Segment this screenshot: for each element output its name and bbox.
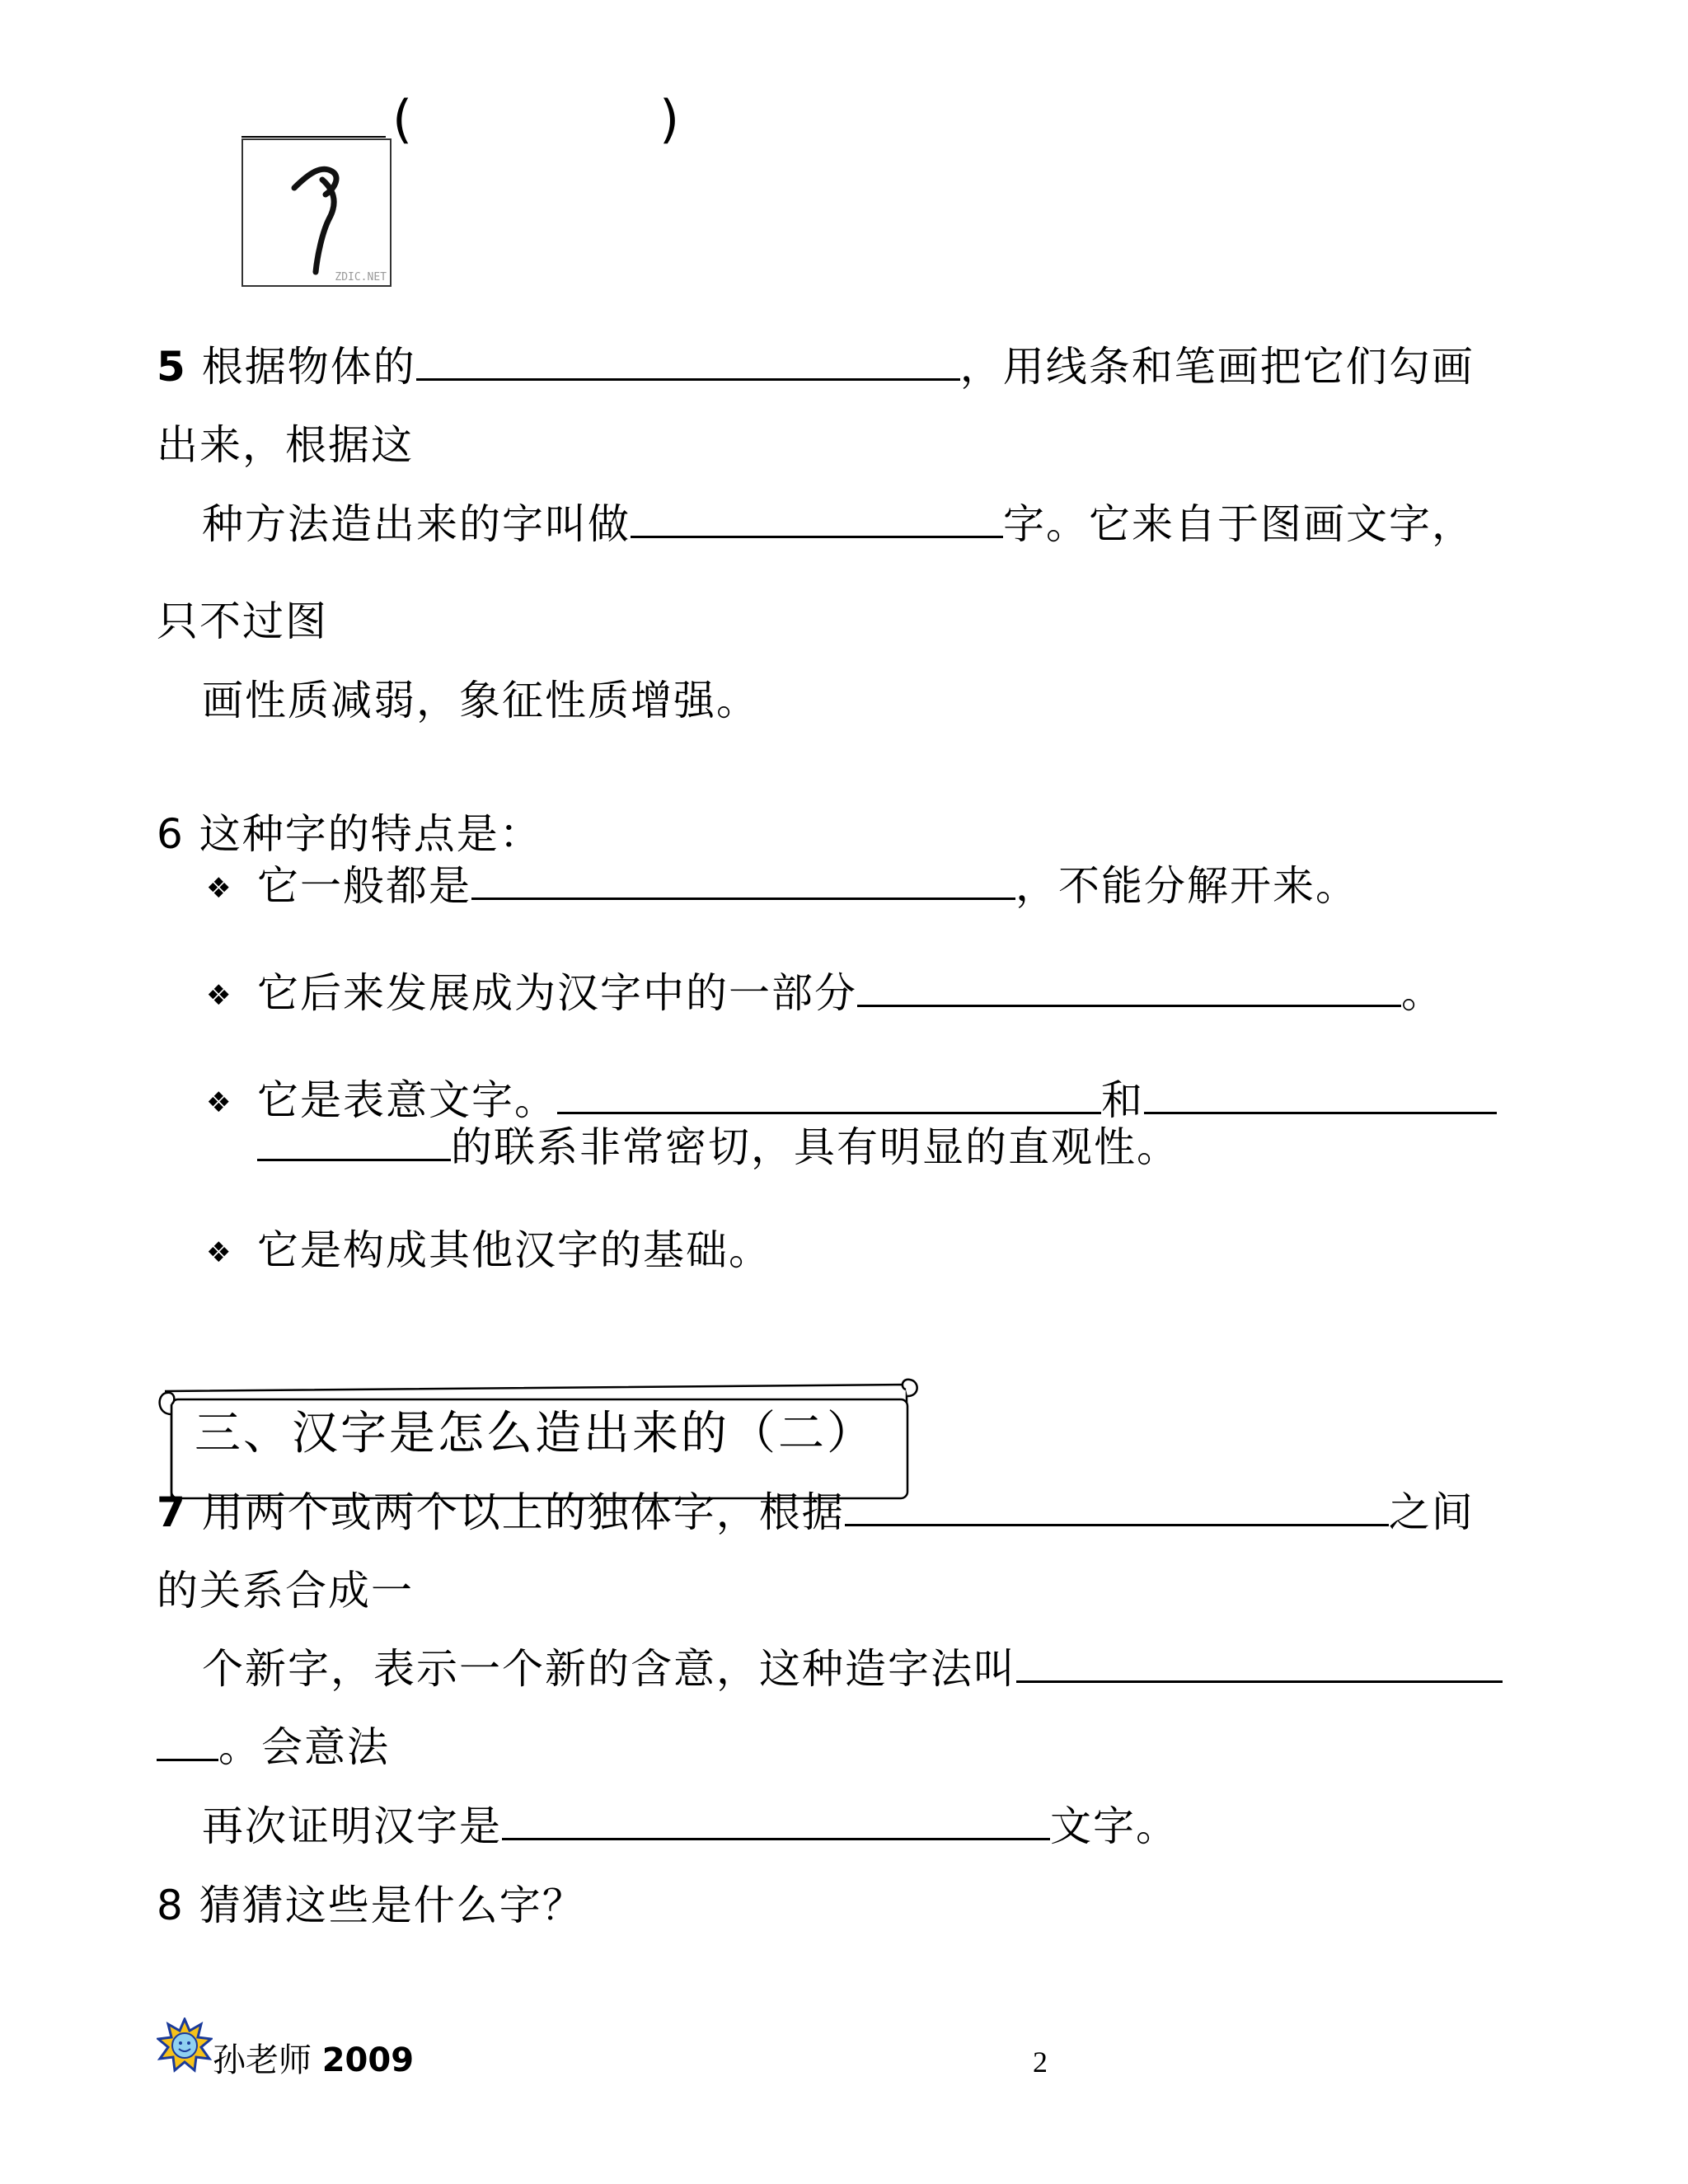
footer-author [213,2040,414,2081]
q6-bullet-3-cont [257,1122,1179,1172]
q7-blank-3[interactable] [157,1722,218,1761]
q5-line4: 只不过图 [157,598,328,645]
footer-teacher: 孙老师 [213,2041,312,2079]
q6-b1-text-a: 它一般都是 [257,862,471,910]
q8-line: 8 猜猜这些是什么字？ [157,1882,585,1929]
diamond-bullet-icon: ❖ [206,1236,232,1269]
q7-line1 [157,1488,1475,1537]
q7-text-5b: 文字。 [1050,1802,1179,1850]
q6-blank-2[interactable] [857,968,1401,1007]
q6-heading: 6 这种字的特点是： [157,810,542,858]
q7-line2: 的关系合成一 [157,1567,414,1615]
q5-line1 [157,342,1475,391]
q6-bullet-2 [257,968,1444,1018]
page-number: 2 [1033,2046,1048,2079]
q6-b3-text-b: 和 [1101,1076,1144,1124]
q7-line4 [157,1722,390,1772]
ancient-character-image [241,138,392,287]
q6-b3-text-a: 它是表意文字。 [257,1076,557,1124]
q7-line5 [202,1802,1179,1851]
q6-blank-4[interactable] [1144,1076,1497,1114]
answer-line [241,136,386,138]
q6-b2-text-b: 。 [1401,969,1444,1017]
q6-blank-5[interactable] [257,1122,451,1161]
q7-text-1b: 之间 [1388,1488,1475,1536]
q5-text-1b: ，用线条和笔画把它们勾画 [959,343,1475,391]
diamond-bullet-icon: ❖ [206,979,232,1012]
q6-b2-text-a: 它后来发展成为汉字中的一部分 [257,969,857,1017]
q7-text-5a: 再次证明汉字是 [202,1802,502,1850]
q5-text-3b: 字。它来自于图画文字， [1003,500,1475,548]
q7-blank-1[interactable] [845,1488,1389,1526]
q6-b1-text-b: ，不能分解开来。 [1015,862,1358,910]
q5-line5: 画性质减弱，象征性质增强。 [202,677,759,724]
q6-bullet-1 [257,861,1358,911]
q6-bullet-3 [257,1076,1497,1125]
diamond-bullet-icon: ❖ [206,1086,232,1119]
seal-script-glyph-icon [243,140,390,285]
q7-text-1a: 用两个或两个以上的独体字，根据 [201,1488,845,1536]
q6-b3-text-c: 的联系非常密切，具有明显的直观性。 [451,1123,1179,1171]
q7-text-3: 个新字，表示一个新的含意，这种造字法叫 [202,1645,1016,1693]
footer-year: 2009 [321,2041,415,2079]
q7-text-4: 。会意法 [218,1723,390,1771]
image-credit: ZDIC.NET [335,271,387,284]
q5-number: 5 [157,343,187,391]
q5-line3 [202,499,1475,549]
section-title: 三、汉字是怎么造出来的（二） [195,1407,875,1460]
paren-open: ( [392,89,413,149]
q5-blank-1[interactable] [416,342,960,381]
paren-close: ) [659,89,680,149]
q5-line2: 出来，根据这 [157,421,414,469]
q7-blank-2[interactable] [1016,1644,1503,1683]
sun-logo-icon [157,2018,213,2074]
q5-text-3a: 种方法造出来的字叫做 [202,500,631,548]
q5-text-1a: 根据物体的 [201,343,416,391]
q7-line3 [202,1644,1503,1694]
q6-blank-3[interactable] [557,1076,1101,1114]
q7-blank-4[interactable] [502,1802,1050,1840]
q7-number: 7 [157,1488,187,1536]
q6-blank-1[interactable] [471,861,1015,900]
q5-blank-2[interactable] [631,499,1003,538]
q6-bullet-4: 它是构成其他汉字的基础。 [257,1226,771,1274]
diamond-bullet-icon: ❖ [206,872,232,905]
